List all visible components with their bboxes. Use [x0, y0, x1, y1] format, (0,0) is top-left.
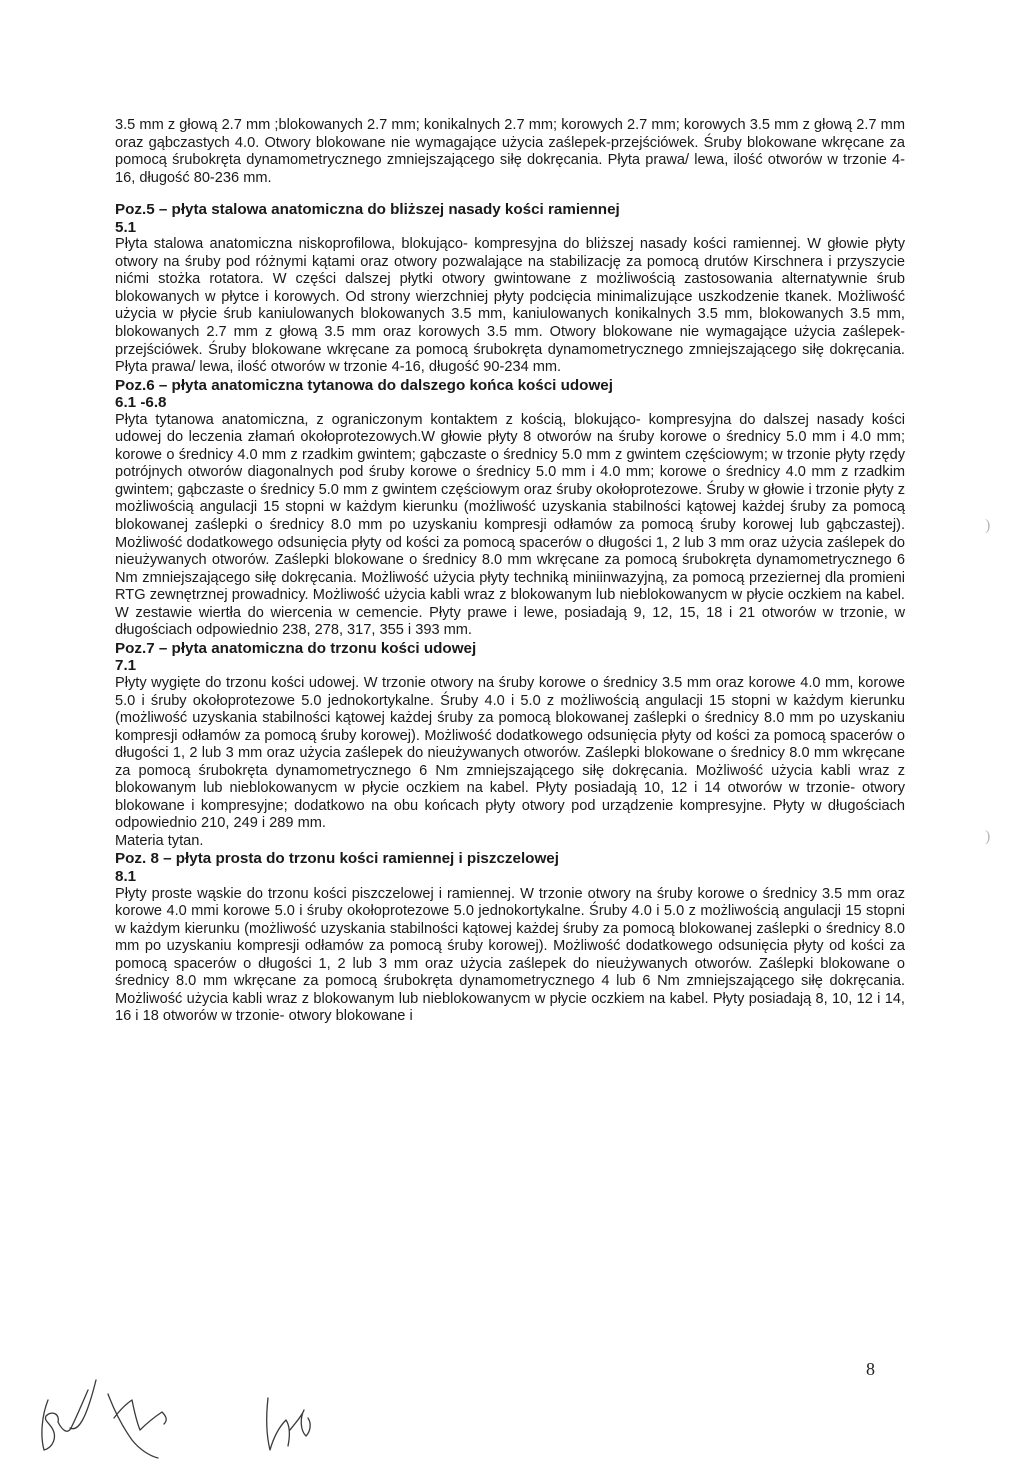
subsection-number-6-1: 6.1 -6.8 [115, 394, 167, 412]
signature-initials [0, 1360, 420, 1463]
section-heading-poz5: Poz.5 – płyta stalowa anatomiczna do bliższej nasady kości ramiennej [115, 201, 620, 219]
document-body [115, 117, 905, 1026]
section-heading-poz8: Poz. 8 – płyta prosta do trzonu kości ramiennej i piszczelowej [115, 850, 559, 868]
page-number: 8 [866, 1359, 875, 1379]
margin-mark-2: ) [985, 828, 991, 845]
paragraph-poz6: Płyta tytanowa anatomiczna, z ograniczonym kontaktem z kością, blokująco- kompresyjna do dalszej nasady kości udowej do leczenia złamań okołoprotezowych.W głowie płyty 8 otworów na śruby korowe o średnicy 5.0 mm i 4.0 mm; korowe o średnicy 4.0 mm z rzadkim gwintem; gąbczaste o średnicy 5.0 mm z gwintem częściowym; w trzonie płyty rzędy potrójnych otworów diagonalnych pod śruby korowe o średnicy 5.0 mm i 4.0 mm; korowe o średnicy 4.0 mm z rzadkim gwintem; gąbczaste o średnicy 5.0 mm z gwintem częściowym oraz śruby okołoprotezowe. Śruby w głowie i trzonie płyty z możliwością angulacji 15 stopni w każdym kierunku (możliwość uzyskania stabilności kątowej każdej śruby za pomocą blokowanej zaślepki o średnicy 8.0 mm po uzyskaniu kompresji odłamów za pomocą śruby korowej lub gąbczastej). Możliwość dodatkowego odsunięcia płyty od kości za pomocą spacerów o długości 1, 2 lub 3 mm oraz użycia zaślepek do nieużywanych otworów. Zaślepki blokowane o średnicy 8.0 mm wkręcane za pomocą śrubokręta dynamometrycznego 6 Nm zmniejszającego siłę dokręcania. Możliwość użycia płyty techniką miniinwazyjną, za pomocą przeziernej dla promieni RTG zewnętrznej prowadnicy. Możliwość użycia kabli wraz z blokowanym lub nieblokowanycm w płycie oczkiem na kabel. W zestawie wiertła do wiercenia w cemencie. Płyty prawe i lewe, posiadają 9, 12, 15, 18 i 21 otworów w trzonie, w długościach odpowiednio 238, 278, 317, 355 i 393 mm. [115, 411, 905, 639]
paragraph-poz8: Płyty proste wąskie do trzonu kości piszczelowej i ramiennej. W trzonie otwory na śruby korowe o średnicy 3.5 mm oraz korowe 4.0 mmi korowe 5.0 i śruby okołoprotezowe 5.0 jednokortykalne. Śruby 4.0 i 5.0 z możliwością angulacji 15 stopni w każdym kierunku (możliwość uzyskania stabilności kątowej każdej śruby za pomocą blokowanej zaślepki o średnicy 8.0 mm po uzyskaniu kompresji odłamów za pomocą śruby korowej). Możliwość dodatkowego odsunięcia płyty od kości za pomocą spacerów o długości 1, 2 lub 3 mm oraz użycia zaślepek do nieużywanych otworów. Zaślepki blokowane o średnicy 8.0 mm wkręcane za pomocą śrubokręta dynamometrycznego 4 lub 6 Nm zmniejszającego siłę dokręcania. Możliwość użycia kabli wraz z blokowanym lub nieblokowanycm w płycie oczkiem na kabel. Płyty posiadają 8, 10, 12 i 14, 16 i 18 otworów w trzonie- otwory blokowane i [115, 885, 905, 1025]
paragraph-poz7: Płyty wygięte do trzonu kości udowej. W trzonie otwory na śruby korowe o średnicy 3.5 mm oraz korowe 4.0 mm, korowe 5.0 i śruby okołoprotezowe 5.0 jednokortykalne. Śruby 4.0 i 5.0 z możliwością angulacji 15 stopni w każdym kierunku (możliwość uzyskania stabilności kątowej każdej śruby za pomocą blokowanej zaślepki o średnicy 8.0 mm po uzyskaniu kompresji odłamów za pomocą śruby korowej). Możliwość dodatkowego odsunięcia płyty od kości za pomocą spacerów o długości 1, 2 lub 3 mm oraz użycia zaślepek do nieużywanych otworów. Zaślepki blokowane o średnicy 8.0 mm wkręcane za pomocą śrubokręta dynamometrycznego 6 Nm zmniejszającego siłę dokręcania. Możliwość użycia kabli wraz z blokowanym lub nieblokowanycm w płycie oczkiem na kabel. Płyty posiadają 10, 12 i 14 otworów w trzonie- otwory blokowane i kompresyjne; dodatkowo na obu końcach płyty otwory pod urządzenie kompresyjne. Płyty w długościach odpowiednio 210, 249 i 289 mm. [115, 674, 905, 832]
section-heading-poz7: Poz.7 – płyta anatomiczna do trzonu kości udowej [115, 639, 477, 657]
paragraph-poz5: Płyta stalowa anatomiczna niskoprofilowa, blokująco- kompresyjna do bliższej nasady kości ramiennej. W głowie płyty otwory na śruby pod różnymi kątami oraz otwory pozwalające na stabilizację za pomocą drutów Kirschnera i przyszycie nićmi stożka rotatora. W części dalszej płytki otwory gwintowane z możliwością zastosowania alternatywnie śrub blokowanych w płytce i korowych. Od strony wierzchniej płyty podcięcia minimalizujące uszkodzenie tkanek. Możliwość użycia w płycie śrub kaniulowanych blokowanych 3.5 mm, kaniulowanych konikalnych 3.5 mm, blokowanych 3.5 mm, blokowanych 2.7 mm z głową 3.5 mm oraz korowych 3.5 mm. Otwory blokowane nie wymagające użycia zaślepek-przejściówek. Śruby blokowane wkręcane za pomocą śrubokręta dynamometrycznego zmniejszającego siłę dokręcania. Płyta prawa/ lewa, ilość otworów w trzonie 4-16, długość 90-234 mm. [115, 236, 905, 376]
paragraph-material: Materia tytan. [115, 832, 204, 849]
section-heading-poz6: Poz.6 – płyta anatomiczna tytanowa do dalszego końca kości udowej [115, 376, 613, 394]
margin-mark-1: ) [985, 517, 991, 534]
paragraph-continuation: 3.5 mm z głową 2.7 mm ;blokowanych 2.7 mm; konikalnych 2.7 mm; korowych 2.7 mm; korowych 3.5 mm z głową 2.7 mm oraz gąbczastych 4.0. Otwory blokowane nie wymagające użycia zaślepek-przejściówek. Śruby blokowane wkręcane za pomocą śrubokręta dynamometrycznego zmniejszającego siłę dokręcania. Płyta prawa/ lewa, ilość otworów w trzonie 4- 16, długość 80-236 mm. [115, 117, 905, 186]
subsection-number-7-1: 7.1 [115, 657, 137, 675]
subsection-number-5-1: 5.1 [115, 218, 137, 236]
subsection-number-8-1: 8.1 [115, 867, 137, 885]
